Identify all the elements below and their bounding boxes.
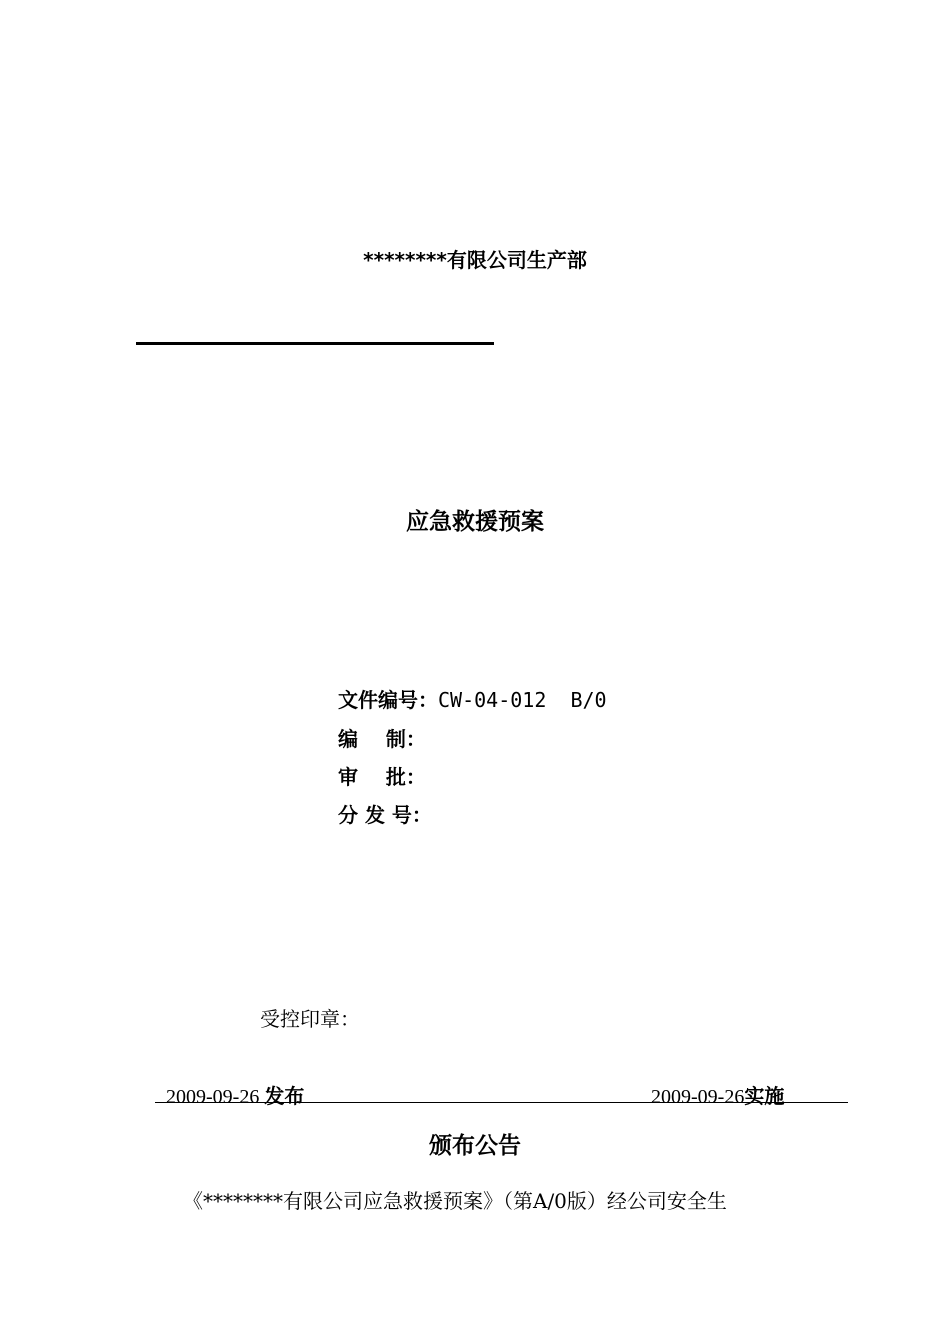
effective-date-row	[651, 1080, 784, 1109]
file-number-value: CW-04-012 B/0	[438, 688, 607, 712]
company-department: ********有限公司生产部	[363, 248, 587, 272]
file-number-row	[338, 684, 607, 713]
compile-row	[338, 723, 426, 752]
publish-date-row	[166, 1080, 304, 1109]
announcement-text: 《********有限公司应急救援预案》（第A/0版）经公司安全生	[183, 1189, 727, 1213]
compile-label: 编 制：	[338, 727, 426, 751]
date-rule	[155, 1102, 848, 1103]
effective-date: 2009-09-26	[651, 1086, 745, 1108]
controlled-stamp-label: 受控印章：	[260, 1007, 360, 1031]
approve-row	[338, 761, 426, 790]
approve-label: 审 批：	[338, 765, 426, 789]
distribution-label: 分 发 号：	[338, 803, 432, 827]
file-number-label: 文件编号：	[338, 688, 438, 712]
document-title: 应急救援预案	[406, 509, 544, 535]
distribution-row	[338, 799, 432, 828]
header-rule	[136, 342, 494, 345]
publish-label: 发布	[264, 1084, 305, 1108]
publish-date: 2009-09-26	[166, 1086, 260, 1108]
effective-label: 实施	[744, 1084, 785, 1108]
announcement-title: 颁布公告	[429, 1133, 521, 1159]
